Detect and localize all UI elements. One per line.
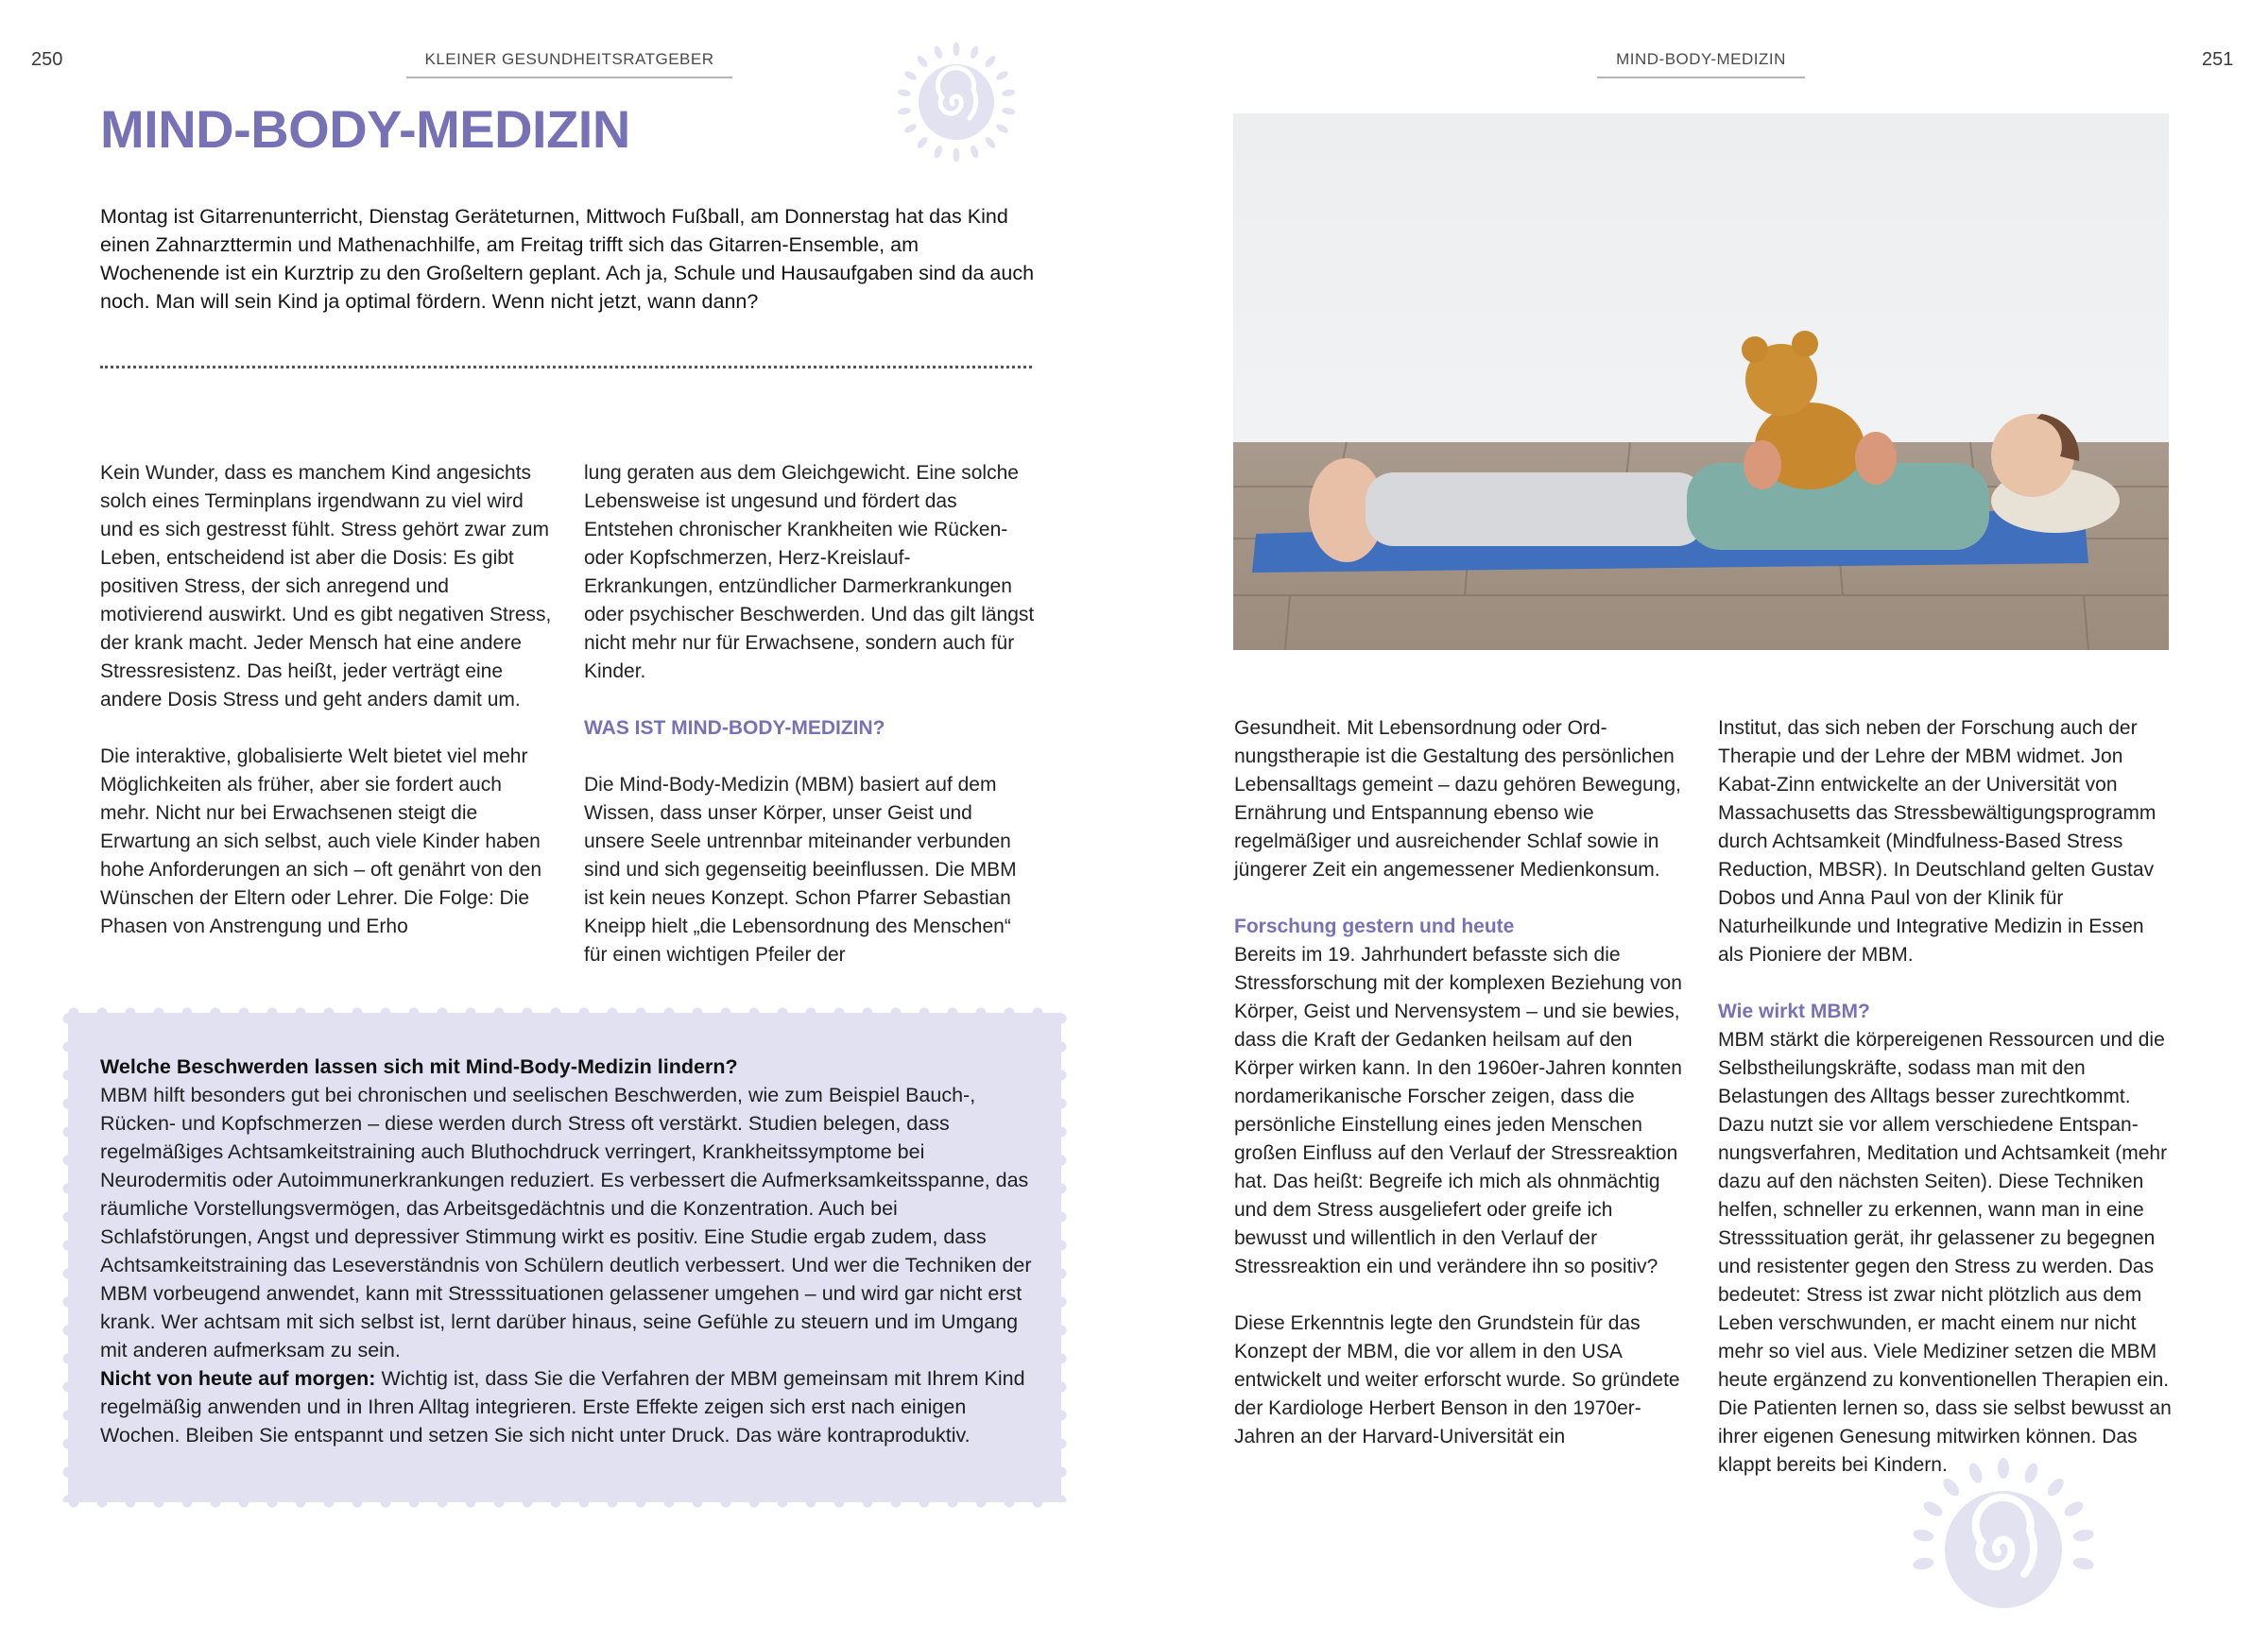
running-head-right: MIND-BODY-MEDIZIN [1597, 50, 1805, 78]
right-column-1 [1234, 714, 1688, 1451]
right-column-2 [1718, 714, 2172, 1480]
box-border-decoration [1056, 1013, 1067, 1502]
body-paragraph: Die interaktive, globalisierte Welt bietet viel mehr Möglichkeiten als früher, aber sie fordert auch mehr. Nicht nur bei Erwachsenen steigt die Erwartung an sich selbst, auch viele Kinder haben hohe Anforderungen an sich – oft genährt von den Wünschen der Eltern oder Lehrer. Die Folge: Die Phasen von Anstrengung und Erho [100, 745, 542, 937]
info-box-body: MBM hilft besonders gut bei chronischen und seelischen Beschwerden, wie zum Beispiel Bauch-, Rücken- und Kopfschmerzen – diese werden durch Stress oft verstärkt. Studien belegen, dass regelmäßiges Achtsamkeitstraining auch Bluthochdruck verringert, Krankheitssymptome bei Neurodermitis oder Autoimmunerkrankungen reduziert. Es verbessert die Aufmerksamkeitsspanne, das räumliche Vorstellungsvermögen, das Arbeitsgedächtnis und die Konzentration. Auch bei Schlafstörungen, Angst und depressiver Stimmung wirkt es positiv. Eine Studie ergab zudem, dass Achtsamkeitstraining das Leseverständnis von Schülern deutlich verbessert. Und wer die Techniken der MBM vorbeugend anwendet, kann mit Stresssituationen gelassener umgehen – und wird gar nicht erst krank. Wer achtsam mit sich selbst ist, lernt darüber hinaus, seine Gefühle zu steuern und im Umgang mit anderen aufmerksam zu sein. [100, 1084, 1032, 1361]
section-heading: WAS IST MIND-BODY-MEDIZIN? [584, 717, 885, 739]
dotted-divider [100, 366, 1032, 368]
info-box [68, 1013, 1061, 1502]
body-paragraph: lung geraten aus dem Gleichgewicht. Eine solche Lebensweise ist ungesund und fördert das Entstehen chronischer Krankheiten wie Rücken- oder Kopfschmerzen, Herz-Kreislauf-Erkrankungen, entzündlicher Darmerkrankungen oder psychischer Beschwerden. Und das gilt längst nicht mehr nur für Erwachsene, sondern auch für Kinder. [584, 462, 1035, 682]
section-heading: Wie wirkt MBM? [1718, 1001, 1870, 1022]
photo-child-with-teddy [1233, 113, 2169, 650]
body-paragraph: Gesundheit. Mit Lebensordnung oder Ordnungstherapie ist die Gestaltung des persönlichen Lebensalltags gemeint – dazu gehören Bewegung, Ernährung und Entspannung ebenso wie regelmäßiger und ausreichender Schlaf sowie in jüngerer Zeit ein angemessener Medienkonsum. [1234, 717, 1681, 881]
legs-trousers [1366, 472, 1706, 546]
body-paragraph: MBM stärkt die körpereigenen Ressourcen und die Selbstheilungskräfte, sodass man mit den Belastungen des Alltags besser zurechtkommt. Dazu nutzt sie vor allem verschiedene Entspannungsverfahren, Meditation und Achtsamkeit (mehr dazu auf den nächsten Seiten). Diese Techniken helfen, schneller zu erkennen, wann man in eine Stresssituation gerät, ihr gelassener zu begegnen und resistenter gegen den Stress zu werden. Das bedeutet: Stress ist zwar nicht plötzlich aus dem Leben verschwunden, er macht einem nur nicht mehr so viel aus. Viele Mediziner setzen die MBM heute ergänzend zu konventionellen Therapien ein. Die Patienten lernen so, dass sie selbst bewusst an ihrer eigenen Genesung mitwirken können. Das klappt bereits bei Kindern. [1718, 1029, 2172, 1476]
box-border-decoration [68, 1497, 1061, 1508]
info-box-heading: Welche Beschwerden lassen sich mit Mind-Body-Medizin lindern? [100, 1055, 738, 1078]
body-paragraph: Institut, das sich neben der Forschung auch der Therapie und der Lehre der MBM widmet. Jon Kabat-Zinn entwickelte an der Universität von Massachusetts das Stressbewältigungsprogramm durch Achtsamkeit (Mindfulness-Based Stress Reduction, MBSR). In Deutschland gelten Gustav Dobos und Anna Paul von der Klinik für Naturheilkunde und Integrative Medizin in Essen als Pioniere der MBM. [1718, 717, 2156, 966]
box-border-decoration [62, 1013, 74, 1502]
running-head-left: KLEINER GESUNDHEITSRATGEBER [406, 50, 732, 78]
page-number-right: 251 [2202, 49, 2234, 70]
info-box-tip-text: Wichtig ist, dass Sie die Verfahren der MBM gemeinsam mit Ihrem Kind regelmäßig anwenden und in Ihren Alltag integrieren. Erste Effekte zeigen sich erst nach einigen Wochen. Bleiben Sie entspannt und setzen Sie sich nicht unter Druck. Das wäre kontraproduktiv. [100, 1367, 1025, 1447]
box-border-decoration [68, 1007, 1061, 1019]
body-paragraph: Kein Wunder, dass es manchem Kind angesichts solch eines Terminplans irgendwann zu viel wird und es sich gestresst fühlt. Stress gehört zwar zum Leben, entscheidend ist aber die Dosis: Es gibt positiven Stress, der sich anregend und motivierend auswirkt. Und es gibt negativen Stress, der krank macht. Jeder Mensch hat eine andere Stressresistenz. Das heißt, jeder verträgt eine andere Dosis Stress und geht anders damit um. [100, 462, 552, 711]
photo-illustration [1233, 113, 2169, 650]
left-column-2 [584, 459, 1038, 969]
page-title: MIND-BODY-MEDIZIN [100, 99, 630, 159]
body-paragraph: Die Mind-Body-Medizin (MBM) basiert auf dem Wissen, dass unser Körper, unser Geist und unsere Seele untrennbar miteinander verbunden sind und sich gegenseitig beeinflussen. Die MBM ist kein neues Konzept. Schon Pfarrer Sebastian Kneipp hielt „die Lebensordnung des Menschen“ für einen wichtigen Pfeiler der [584, 774, 1017, 966]
body-paragraph: Bereits im 19. Jahrhundert befasste sich die Stressforschung mit der komplexen Beziehung von Körper, Geist und Nervensystem – und sie bewies, dass die Kraft der Gedanken heilsam auf den Körper wirken kann. In den 1960er-Jahren konnten nordamerikanische Forscher zeigen, dass die persönliche Einstellung eines jeden Menschen großen Einfluss auf den Verlauf der Stressreaktion hat. Das heißt: Begreife ich mich als ohnmächtig und dem Stress ausgeliefert oder greife ich bewusst und willentlich in den Verlauf der Stressreaktion ein und verändere ihn so positiv? [1234, 944, 1682, 1277]
left-column-1 [100, 459, 554, 941]
intro-paragraph: Montag ist Gitarrenunterricht, Dienstag Geräteturnen, Mittwoch Fußball, am Donnerstag hat das Kind einen Zahnarzttermin und Mathenachhilfe, am Freitag trifft sich das Gitarren-Ensemble, am Wochenende ist ein Kurztrip zu den Großeltern geplant. Ach ja, Schule und Hausaufgaben sind da auch noch. Man will sein Kind ja optimal fördern. Wenn nicht jetzt, wann dann? [100, 205, 1035, 313]
info-box-content [100, 1053, 1045, 1449]
sun-spiral-icon [892, 38, 1021, 166]
page-number-left: 250 [31, 49, 63, 70]
info-box-tip-label: Nicht von heute auf morgen: [100, 1367, 376, 1390]
section-heading: Forschung gestern und heute [1234, 916, 1515, 937]
sun-spiral-icon [1909, 1455, 2098, 1644]
body-paragraph: Diese Erkenntnis legte den Grundstein für das Konzept der MBM, die vor allem in den USA entwickelt und weiter erforscht wurde. So gründete der Kardiologe Herbert Benson in den 1970er-Jahren an der Harvard-Universität ein [1234, 1312, 1680, 1447]
info-box-tip [100, 1364, 1045, 1449]
